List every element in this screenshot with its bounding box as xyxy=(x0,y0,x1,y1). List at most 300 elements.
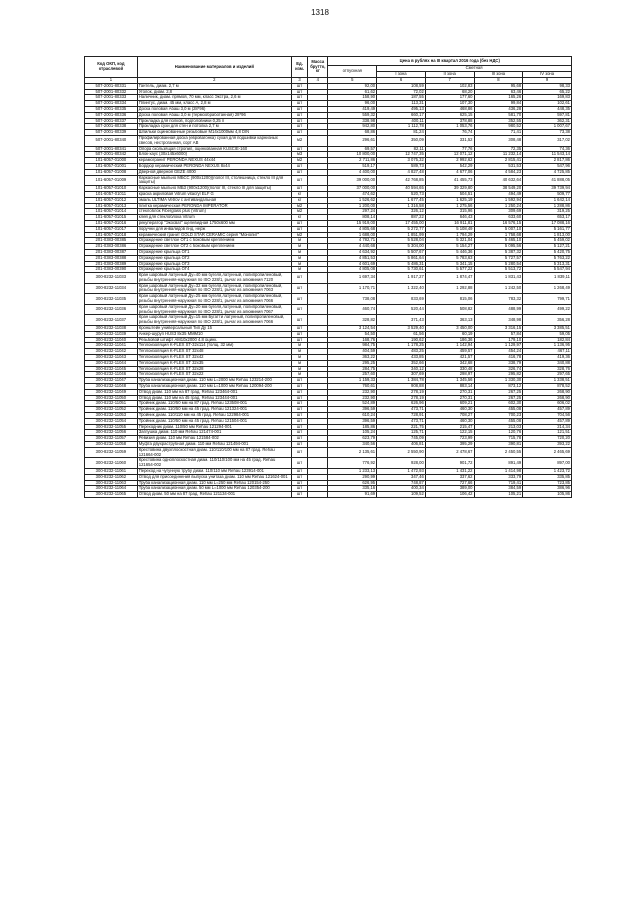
cell-zone-3: 715,78 xyxy=(474,436,523,442)
cell-name: Переходник диам. 110/50 мм Rehau 121294-001 xyxy=(137,424,291,430)
cell-zone-3: 5 727,57 xyxy=(474,255,523,261)
cell-unit: м2 xyxy=(291,203,307,209)
cell-zone-3: 309,69 xyxy=(474,209,523,215)
cell-zone-2: 460,30 xyxy=(425,418,474,424)
cell-code: 201-0383-00386 xyxy=(85,244,138,250)
cell-name: Ограждение светлое ОГ1 с боковым креплением xyxy=(137,238,291,244)
cell-zone-1: 473,71 xyxy=(377,407,426,413)
cell-zone-2: 5 446,36 xyxy=(425,249,474,255)
cell-zone-3: 891,49 xyxy=(474,458,523,469)
cell-code: 300-8232-11042 xyxy=(85,349,138,355)
cell-zone-3: 11 232,14 xyxy=(474,152,523,158)
cell-zone-1: 748,87 xyxy=(377,480,426,486)
cell-code: 201-0383-00388 xyxy=(85,255,138,261)
cell-name: Каркасные мыльно МБЗ (900x1200)(полог III, стекло III для защиты) xyxy=(137,186,291,192)
cell-zone-2: 2 478,67 xyxy=(425,447,474,458)
cell-zone-1: 42 768,85 xyxy=(377,175,426,186)
cell-name: стеклоблок Fiberglass plus (Vitrum) xyxy=(137,209,291,215)
cell-mass xyxy=(308,273,328,284)
cell-zone-4: 720,20 xyxy=(523,436,572,442)
cell-unit: шт xyxy=(291,106,307,112)
cell-code: 300-8232-11033 xyxy=(85,273,138,284)
cell-release-price: 363,22 xyxy=(328,355,377,361)
cell-zone-4: 878,52 xyxy=(523,384,572,390)
cell-unit: шт xyxy=(291,83,307,89)
cell-zone-1: 483,25 xyxy=(377,349,426,355)
cell-zone-1: 887,22 xyxy=(377,215,426,221)
cell-zone-3: 384,59 xyxy=(474,486,523,492)
cell-zone-3: 308,48 xyxy=(474,135,523,146)
cell-zone-2: 1 053,76 xyxy=(425,124,474,130)
cell-unit: шт xyxy=(291,480,307,486)
cell-zone-4: 121,51 xyxy=(523,430,572,436)
cell-code: 300-8232-11054 xyxy=(85,418,138,424)
cell-code: 101-6057-01015 xyxy=(85,215,138,221)
cell-zone-3: 71,41 xyxy=(474,130,523,136)
cell-zone-4: 328,76 xyxy=(523,366,572,372)
cell-unit: м xyxy=(291,261,307,267)
cell-zone-2: 107,30 xyxy=(425,101,474,107)
cell-zone-1: 745,09 xyxy=(377,436,426,442)
cell-zone-3: 1 758,68 xyxy=(474,232,523,238)
cell-zone-4: 340,88 xyxy=(523,360,572,366)
cell-zone-4: 499,22 xyxy=(523,304,572,315)
cell-code: 300-8232-11034 xyxy=(85,283,138,294)
cell-zone-4: 5 420,75 xyxy=(523,249,572,255)
cell-mass xyxy=(308,458,328,469)
cell-name: Теплоизоляция K-FLEX ST 32x42 xyxy=(137,355,291,361)
header-zone-3: III зона xyxy=(474,72,523,78)
cell-zone-4: 356,28 xyxy=(523,315,572,326)
cell-zone-4: 1 288,86 xyxy=(523,203,572,209)
cell-release-price: 4 400,00 xyxy=(328,169,377,175)
cell-unit: шт xyxy=(291,95,307,101)
cell-zone-2: 4 677,06 xyxy=(425,169,474,175)
cell-name: Кран шаровый латунный Ду=25 мм бугеля,латунный, полипропиленовый, резьбы внутренняя-наружная по ISO 228/1, рычаг из алюминия 7066 xyxy=(137,294,291,305)
cell-code: 300-8232-11064 xyxy=(85,486,138,492)
cell-code: 300-8232-11057 xyxy=(85,436,138,442)
cell-zone-1: 371,43 xyxy=(377,315,426,326)
cell-release-price: 15 919,00 xyxy=(328,220,377,226)
cell-zone-3: 4 584,23 xyxy=(474,169,523,175)
cell-zone-4: 214,34 xyxy=(523,424,572,430)
cell-zone-1: 520,44 xyxy=(377,304,426,315)
cell-unit: шт xyxy=(291,124,307,130)
cell-code: 507-2001-80340 xyxy=(85,135,138,146)
cell-name: Анкер-шуруп HUS3 8x35 MMM10 xyxy=(137,331,291,337)
cell-code: 101-6057-01010 xyxy=(85,186,138,192)
cell-zone-2: 315,96 xyxy=(425,209,474,215)
cell-zone-2: 60,19 xyxy=(425,331,474,337)
cell-code: 101-6057-01014 xyxy=(85,209,138,215)
cell-zone-2: 1 142,94 xyxy=(425,343,474,349)
cell-zone-2: 215,47 xyxy=(425,424,474,430)
cell-release-price: 942,80 xyxy=(328,124,377,130)
cell-release-price: 474,62 xyxy=(328,191,377,197)
cell-zone-1: 1 677,45 xyxy=(377,197,426,203)
cell-mass xyxy=(308,315,328,326)
cell-unit: шт xyxy=(291,378,307,384)
cell-code: 201-0383-00390 xyxy=(85,267,138,273)
cell-unit: шт xyxy=(291,418,307,424)
cell-code: 507-2001-80336 xyxy=(85,112,138,118)
cell-zone-1: 190,62 xyxy=(377,337,426,343)
cell-zone-4: 1 136,95 xyxy=(523,343,572,349)
cell-name: Теплоизоляция K-FLEX ST 32x22 xyxy=(137,372,291,378)
cell-zone-2: 3 450,00 xyxy=(425,326,474,332)
cell-zone-1: 1 112,78 xyxy=(377,124,426,130)
cell-zone-3: 5 387,32 xyxy=(474,249,523,255)
cell-code: 300-8232-11065 xyxy=(85,492,138,498)
cell-zone-1: 626,96 xyxy=(377,401,426,407)
cell-code: 300-8232-11059 xyxy=(85,447,138,458)
cell-zone-4: 5 763,22 xyxy=(523,255,572,261)
cell-unit: шт xyxy=(291,101,307,107)
cell-zone-1: 908,88 xyxy=(377,384,426,390)
cell-name: Труба канализационная диам. 110 мм L=1000 мм Rehau 120094-200 xyxy=(137,384,291,390)
table-row xyxy=(85,283,572,294)
cell-code: 300-8232-11039 xyxy=(85,331,138,337)
cell-zone-3: 348,98 xyxy=(474,315,523,326)
cell-zone-1: 326,12 xyxy=(377,209,426,215)
cell-zone-1: 5 486,31 xyxy=(377,261,426,267)
cell-release-price: 396,59 xyxy=(328,407,377,413)
cell-unit: шт xyxy=(291,220,307,226)
cell-zone-4: 386,96 xyxy=(523,486,572,492)
cell-name: Тройник диам. 110/50 мм на 87 град. Rehau 123508-001 xyxy=(137,401,291,407)
cell-zone-1: 928,00 xyxy=(377,458,426,469)
cell-zone-3: 267,25 xyxy=(474,395,523,401)
cell-zone-1: 473,71 xyxy=(377,418,426,424)
cell-zone-3: 120,76 xyxy=(474,430,523,436)
cell-name: Тройник диам. 110/50 мм на 45 град. Rehau 121504-001 xyxy=(137,418,291,424)
cell-release-price: 626,95 xyxy=(328,480,377,486)
cell-zone-3: 333,79 xyxy=(474,474,523,480)
cell-release-price: 54,50 xyxy=(328,331,377,337)
cell-zone-2: 646,43 xyxy=(425,215,474,221)
cell-unit: шт xyxy=(291,326,307,332)
cell-zone-2: 5 321,04 xyxy=(425,238,474,244)
cell-unit: шт xyxy=(291,304,307,315)
cell-name: Кронштейн универсальный Тип Ду 15 xyxy=(137,326,291,332)
cell-zone-3: 633,60 xyxy=(474,215,523,221)
cell-zone-2: 5 341,15 xyxy=(425,261,474,267)
cell-unit: шт xyxy=(291,424,307,430)
cell-code: 507-2001-80342 xyxy=(85,152,138,158)
cell-zone-4: 419,36 xyxy=(523,355,572,361)
cell-release-price: 460,74 xyxy=(328,304,377,315)
cell-zone-3: 5 007,10 xyxy=(474,226,523,232)
column-number: 9 xyxy=(523,78,572,84)
cell-unit: м xyxy=(291,343,307,349)
cell-zone-2: 1 275,56 xyxy=(425,203,474,209)
cell-zone-4: 1 007,67 xyxy=(523,124,572,130)
cell-code: 101-6057-01011 xyxy=(85,191,138,197)
cell-zone-2: 68,20 xyxy=(425,89,474,95)
cell-zone-3: 719,41 xyxy=(474,480,523,486)
cell-zone-3: 581,70 xyxy=(474,112,523,118)
cell-unit: шт xyxy=(291,458,307,469)
cell-zone-4: 5 127,21 xyxy=(523,244,572,250)
cell-zone-3: 326,74 xyxy=(474,366,523,372)
cell-zone-2: 41 455,73 xyxy=(425,175,474,186)
cell-unit: м xyxy=(291,372,307,378)
cell-release-price: 1 233,13 xyxy=(328,468,377,474)
cell-name: Отвод для присоединения выпуска унитаза диам. 110 мм Rehau 121624-001 xyxy=(137,474,291,480)
cell-zone-2: 1 292,88 xyxy=(425,283,474,294)
cell-release-price: 105,24 xyxy=(328,430,377,436)
cell-zone-2: 77,76 xyxy=(425,146,474,152)
cell-code: 300-8232-11063 xyxy=(85,480,138,486)
header-unit: Ед. изм. xyxy=(291,57,307,78)
cell-zone-3: 455,08 xyxy=(474,418,523,424)
cell-zone-3: 63,46 xyxy=(474,89,523,95)
cell-name: краска акриловая Vitrum vitacryl ELF G xyxy=(137,191,291,197)
cell-zone-4: 39 739,94 xyxy=(523,186,572,192)
cell-zone-3: 105,21 xyxy=(474,492,523,498)
column-number: 4 xyxy=(308,78,328,84)
cell-zone-1: 72,02 xyxy=(377,89,426,95)
cell-unit: шт xyxy=(291,118,307,124)
cell-release-price: 404,59 xyxy=(328,349,377,355)
cell-zone-3: 295,82 xyxy=(474,372,523,378)
cell-code: 201-0383-00389 xyxy=(85,261,138,267)
table-row xyxy=(85,294,572,305)
cell-zone-2: 1 345,56 xyxy=(425,378,474,384)
cell-unit: шт xyxy=(291,447,307,458)
cell-zone-4: 17 088,16 xyxy=(523,220,572,226)
column-number: 1 xyxy=(85,78,138,84)
cell-release-price: 284,75 xyxy=(328,366,377,372)
cell-zone-1: 108,59 xyxy=(377,83,426,89)
header-zone-1: I зона xyxy=(377,72,426,78)
cell-zone-4: 2 817,86 xyxy=(523,158,572,164)
cell-zone-4: 606,02 xyxy=(523,401,572,407)
cell-zone-1: 5 304,00 xyxy=(377,244,426,250)
cell-code: 300-8232-11051 xyxy=(85,401,138,407)
cell-release-price: 257,60 xyxy=(328,372,377,378)
table-row xyxy=(85,304,572,315)
cell-name: клей для стеклоблока Vitrum xyxy=(137,215,291,221)
cell-zone-1: 406,81 xyxy=(377,442,426,448)
cell-zone-2: 331,52 xyxy=(425,135,474,146)
column-number: 3 xyxy=(291,78,307,84)
cell-name: Отвод диам. 50 мм на 87 град. Rehau 121134-001 xyxy=(137,492,291,498)
cell-zone-3: 980,52 xyxy=(474,124,523,130)
column-number: 6 xyxy=(377,78,426,84)
cell-mass xyxy=(308,283,328,294)
cell-zone-4: 169,83 xyxy=(523,95,572,101)
table-row xyxy=(85,315,572,326)
cell-zone-4: 59,05 xyxy=(523,331,572,337)
cell-zone-2: 337,62 xyxy=(425,474,474,480)
cell-zone-1: 1 472,93 xyxy=(377,468,426,474)
cell-zone-3: 454,24 xyxy=(474,349,523,355)
cell-release-price: 185,86 xyxy=(328,424,377,430)
cell-release-price: 168,76 xyxy=(328,337,377,343)
cell-name: Муфта двухраструбная диам. 110 мм Rehau 121494-001 xyxy=(137,442,291,448)
cell-release-price: 4 805,08 xyxy=(328,267,377,273)
cell-release-price: 232,90 xyxy=(328,389,377,395)
cell-zone-2: 1 794,29 xyxy=(425,232,474,238)
cell-code: 101-6057-01009 xyxy=(85,175,138,186)
cell-release-price: 1 526,62 xyxy=(328,197,377,203)
header-zone-2: II зона xyxy=(425,72,474,78)
cell-zone-3: 1 242,50 xyxy=(474,283,523,294)
cell-unit: шт xyxy=(291,430,307,436)
cell-release-price: 338,98 xyxy=(328,118,377,124)
cell-release-price: 91,69 xyxy=(328,492,377,498)
cell-zone-3: 390,81 xyxy=(474,442,523,448)
cell-zone-2: 1 625,19 xyxy=(425,197,474,203)
cell-zone-1: 495,13 xyxy=(377,106,426,112)
cell-zone-2: 12 071,12 xyxy=(425,152,474,158)
cell-unit: м3 xyxy=(291,152,307,158)
cell-zone-4: 3 385,51 xyxy=(523,326,572,332)
cell-zone-4: 1 423,72 xyxy=(523,468,572,474)
cell-unit: кг xyxy=(291,191,307,197)
cell-name: Труба канализационная диам. 110 мм L=250 мм Rehau 120154-250 xyxy=(137,480,291,486)
cell-code: 101-6057-01008 xyxy=(85,169,138,175)
cell-name: Прокладка сухи для стен и потолка 2,7 м xyxy=(137,124,291,130)
cell-zone-2: 76,74 xyxy=(425,130,474,136)
cell-unit: шт xyxy=(291,146,307,152)
header-name: Наименование материалов и изделий xyxy=(137,57,291,78)
cell-code: 300-8232-11040 xyxy=(85,337,138,343)
cell-zone-2: 122,15 xyxy=(425,430,474,436)
cell-zone-2: 1 874,47 xyxy=(425,273,474,284)
cell-code: 300-8232-11048 xyxy=(85,384,138,390)
cell-name: Плинтус, диам. 45 мм, класс А, 2,8 м xyxy=(137,101,291,107)
cell-zone-1: 400,11 xyxy=(377,118,426,124)
cell-zone-2: 5 154,27 xyxy=(425,244,474,250)
cell-zone-2: 1 431,22 xyxy=(425,468,474,474)
cell-code: 300-8232-11035 xyxy=(85,294,138,305)
cell-release-price: 69,57 xyxy=(328,146,377,152)
cell-code: 507-2001-80333 xyxy=(85,95,138,101)
cell-mass xyxy=(308,294,328,305)
cell-name: Тройник диам. 110/50 мм на 45 град. Rehau 121324-001 xyxy=(137,407,291,413)
cell-unit: шт xyxy=(291,492,307,498)
cell-code: 101-6057-01001 xyxy=(85,163,138,169)
cell-release-price: 776,92 xyxy=(328,458,377,469)
cell-unit: шт xyxy=(291,112,307,118)
cell-unit: шт xyxy=(291,186,307,192)
cell-zone-1: 1 316,58 xyxy=(377,203,426,209)
cell-zone-4: 723,85 xyxy=(523,480,572,486)
cell-mass xyxy=(308,175,328,186)
cell-zone-4: 41 888,05 xyxy=(523,175,572,186)
cell-zone-1: 833,69 xyxy=(377,294,426,305)
cell-code: 101-6057-01000 xyxy=(85,158,138,164)
cell-release-price: 1 688,00 xyxy=(328,232,377,238)
cell-zone-1: 125,71 xyxy=(377,430,426,436)
cell-name: керамический гранит GOLD STAR CERAMIC серия "Монолит" xyxy=(137,232,291,238)
cell-zone-1: 82,11 xyxy=(377,146,426,152)
cell-unit: м xyxy=(291,244,307,250)
cell-zone-2: 102,83 xyxy=(425,83,474,89)
cell-name: Ограждение светлое ОГ2 с боковым креплением xyxy=(137,244,291,250)
cell-zone-3: 72,35 xyxy=(474,146,523,152)
cell-zone-3: 531,53 xyxy=(474,163,523,169)
cell-unit: шт xyxy=(291,486,307,492)
cell-release-price: 39 000,00 xyxy=(328,175,377,186)
cell-code: 101-6057-01012 xyxy=(85,197,138,203)
cell-unit: шт xyxy=(291,474,307,480)
cell-zone-4: 799,71 xyxy=(523,294,572,305)
cell-zone-2: 363,13 xyxy=(425,315,474,326)
cell-zone-1: 5 272,77 xyxy=(377,226,426,232)
cell-unit: шт xyxy=(291,169,307,175)
cell-zone-1: 12 747,35 xyxy=(377,152,426,158)
cell-name: Труба канализационная диам. 50 мм L=1000 мм Rehau 120354-200 xyxy=(137,486,291,492)
cell-name: Блок-хаус (30x145x6000) xyxy=(137,152,291,158)
cell-name: Теплоизоляция K-FLEX ST 32x35 xyxy=(137,360,291,366)
cell-release-price: 2 711,86 xyxy=(328,158,377,164)
cell-name: эмаль ULTIMA Vetrov с антивандальная xyxy=(137,197,291,203)
cell-zone-3: 338,79 xyxy=(474,360,523,366)
cell-release-price: 340,56 xyxy=(328,442,377,448)
cell-zone-4: 5 313,31 xyxy=(523,261,572,267)
cell-zone-3: 602,30 xyxy=(474,401,523,407)
cell-zone-2: 883,14 xyxy=(425,384,474,390)
cell-unit: шт xyxy=(291,175,307,186)
cell-code: 507-2001-80337 xyxy=(85,118,138,124)
header-mass: Масса брутто, кг xyxy=(308,57,328,78)
cell-release-price: 4 805,68 xyxy=(328,226,377,232)
cell-zone-2: 389,00 xyxy=(425,486,474,492)
cell-zone-3: 213,03 xyxy=(474,424,523,430)
cell-unit: шт xyxy=(291,442,307,448)
cell-release-price: 158,90 xyxy=(328,95,377,101)
cell-zone-2: 708,27 xyxy=(425,413,474,419)
cell-zone-2: 727,66 xyxy=(425,480,474,486)
cell-name: Уголок, диам. 2,8 xyxy=(137,89,291,95)
cell-release-price: 92,00 xyxy=(328,83,377,89)
cell-release-price: 4 634,92 xyxy=(328,249,377,255)
cell-release-price: 2 135,61 xyxy=(328,447,377,458)
cell-release-price: 623,79 xyxy=(328,436,377,442)
cell-zone-1: 81,24 xyxy=(377,130,426,136)
cell-zone-4: 102,61 xyxy=(523,101,572,107)
cell-unit: шт xyxy=(291,130,307,136)
cell-release-price: 808,14 xyxy=(328,215,377,221)
cell-zone-2: 39 329,80 xyxy=(425,186,474,192)
cell-name: Ревизия диам. 110 мм Rehau 121584-002 xyxy=(137,436,291,442)
cell-zone-3: 455,08 xyxy=(474,407,523,413)
cell-name: Профилированная доска (евровагонка) сухая для подшивки карнизных свесов, нестроганная, сорт АВ xyxy=(137,135,291,146)
cell-code: 507-2001-80331 xyxy=(85,83,138,89)
cell-zone-2: 342,68 xyxy=(425,360,474,366)
cell-release-price: 37 000,00 xyxy=(328,186,377,192)
cell-code: 300-8232-11036 xyxy=(85,304,138,315)
cell-zone-1: 350,09 xyxy=(377,135,426,146)
cell-unit: шт xyxy=(291,413,307,419)
cell-zone-1: 520,73 xyxy=(377,191,426,197)
cell-zone-1: 17 455,00 xyxy=(377,220,426,226)
cell-release-price: 419,49 xyxy=(328,106,377,112)
cell-zone-1: 113,31 xyxy=(377,101,426,107)
cell-code: 201-0383-00385 xyxy=(85,238,138,244)
cell-zone-3: 16 576,15 xyxy=(474,220,523,226)
cell-unit: шт xyxy=(291,401,307,407)
cell-release-price: 4 601,69 xyxy=(328,261,377,267)
cell-zone-1: 1 851,99 xyxy=(377,232,426,238)
cell-code: 101-6057-01016 xyxy=(85,220,138,226)
cell-release-price: 1 200,00 xyxy=(328,203,377,209)
cell-zone-1: 3 075,32 xyxy=(377,158,426,164)
cell-code: 300-8232-11055 xyxy=(85,424,138,430)
